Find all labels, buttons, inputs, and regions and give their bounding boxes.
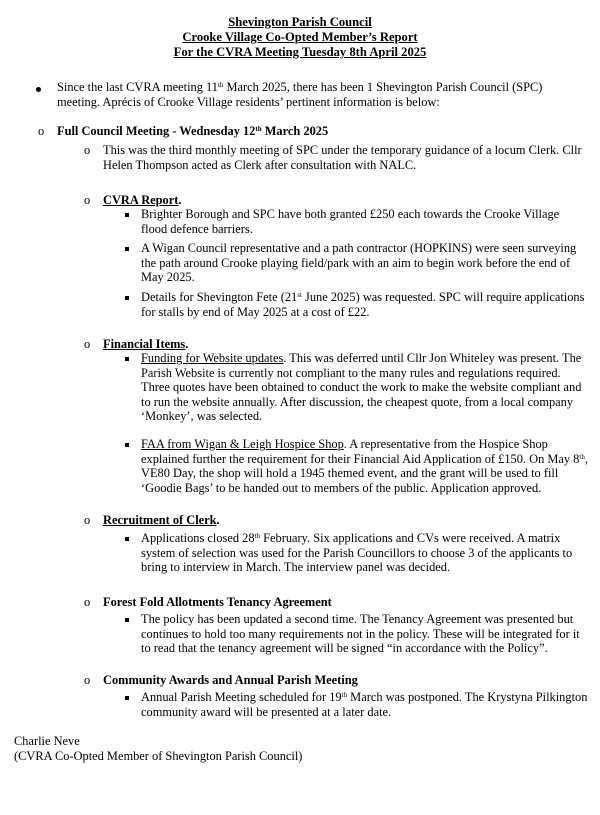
allotments-heading: Forest Fold Allotments Tenancy Agreement — [103, 595, 332, 609]
square-bullet-icon — [125, 618, 129, 622]
circle-bullet-icon: o — [84, 337, 91, 351]
community-item: Annual Parish Meeting scheduled for 19th March was postponed. The Krystyna Pilkington community award will be presented at a later date. — [141, 690, 588, 719]
cvra-item: Details for Shevington Fete (21st June 2025) was requested. SPC will require applications for stalls by end of May 2025 at a cost of £22. — [141, 290, 585, 319]
full-council-heading: Full Council Meeting - Wednesday 12th March 2025 — [57, 124, 329, 138]
signature-role: (CVRA Co-Opted Member of Shevington Parish Council) — [14, 749, 303, 763]
signature-name: Charlie Neve — [14, 734, 80, 748]
square-bullet-icon — [125, 296, 129, 300]
square-bullet-icon — [125, 213, 129, 217]
financial-item: Funding for Website updates. This was deferred until Cllr Jon Whiteley was present. The Parish Website is currently not compliant to the many rules and regulations required. Three quotes have been obtained to conduct the work to make the website compliant and to run the website annually. After discussion, the cheapest quote, from a local company ‘Monkey’, was selected. — [141, 351, 582, 424]
recruitment-heading: Recruitment of Clerk. — [103, 513, 220, 527]
cvra-item: A Wigan Council representative and a path contractor (HOPKINS) were seen surveying the path around Crooke playing field/park with an aim to begin work before the end of May 2025. — [141, 241, 577, 285]
circle-bullet-icon: o — [84, 193, 91, 207]
square-bullet-icon — [125, 247, 129, 251]
community-heading: Community Awards and Annual Parish Meeting — [103, 673, 358, 687]
circle-bullet-icon: o — [38, 124, 45, 138]
report-title: Crooke Village Co-Opted Member’s Report — [182, 30, 418, 44]
circle-bullet-icon: o — [84, 513, 91, 527]
full-council-note: This was the third monthly meeting of SPC under the temporary guidance of a locum Clerk. Cllr Helen Thompson acted as Clerk after consultation with NALC. — [103, 143, 582, 172]
financial-heading: Financial Items. — [103, 337, 189, 351]
financial-item: FAA from Wigan & Leigh Hospice Shop. A representative from the Hospice Shop explained further the requirement for their Financial Aid Application of £150. On May 8th, VE80 Day, the shop will hold a 1945 themed event, and the grant will be used to fill ‘Goodie Bags’ to be handed out to members of the public. Application approved. — [141, 437, 588, 495]
square-bullet-icon — [125, 443, 129, 447]
meeting-title: For the CVRA Meeting Tuesday 8th April 2025 — [173, 45, 427, 59]
circle-bullet-icon: o — [84, 673, 91, 687]
cvra-item: Brighter Borough and SPC have both granted £250 each towards the Crooke Village flood defence barriers. — [141, 207, 560, 236]
report-header — [0, 15, 600, 60]
cvra-report-heading: CVRA Report. — [103, 193, 182, 207]
square-bullet-icon — [125, 537, 129, 541]
circle-bullet-icon: o — [84, 595, 91, 609]
square-bullet-icon — [125, 696, 129, 700]
square-bullet-icon — [125, 357, 129, 361]
circle-bullet-icon: o — [84, 143, 91, 157]
council-name: Shevington Parish Council — [228, 15, 372, 29]
recruitment-item: Applications closed 28th February. Six applications and CVs were received. A matrix system of selection was used for the Parish Councillors to choose 3 of the applicants to bring to interview in March. The interview panel was decided. — [141, 531, 573, 575]
allotments-item: The policy has been updated a second time. The Tenancy Agreement was presented but continues to hold too many requirements not in the policy. These will be integrated for it to read that the tenancy agreement will be signed “in accordance with the Policy”. — [141, 612, 580, 656]
bullet-icon — [36, 87, 41, 92]
intro-paragraph: Since the last CVRA meeting 11th March 2025, there has been 1 Shevington Parish Council (SPC) meeting. Aprécis of Crooke Village residents’ pertinent information is below: — [57, 80, 543, 109]
